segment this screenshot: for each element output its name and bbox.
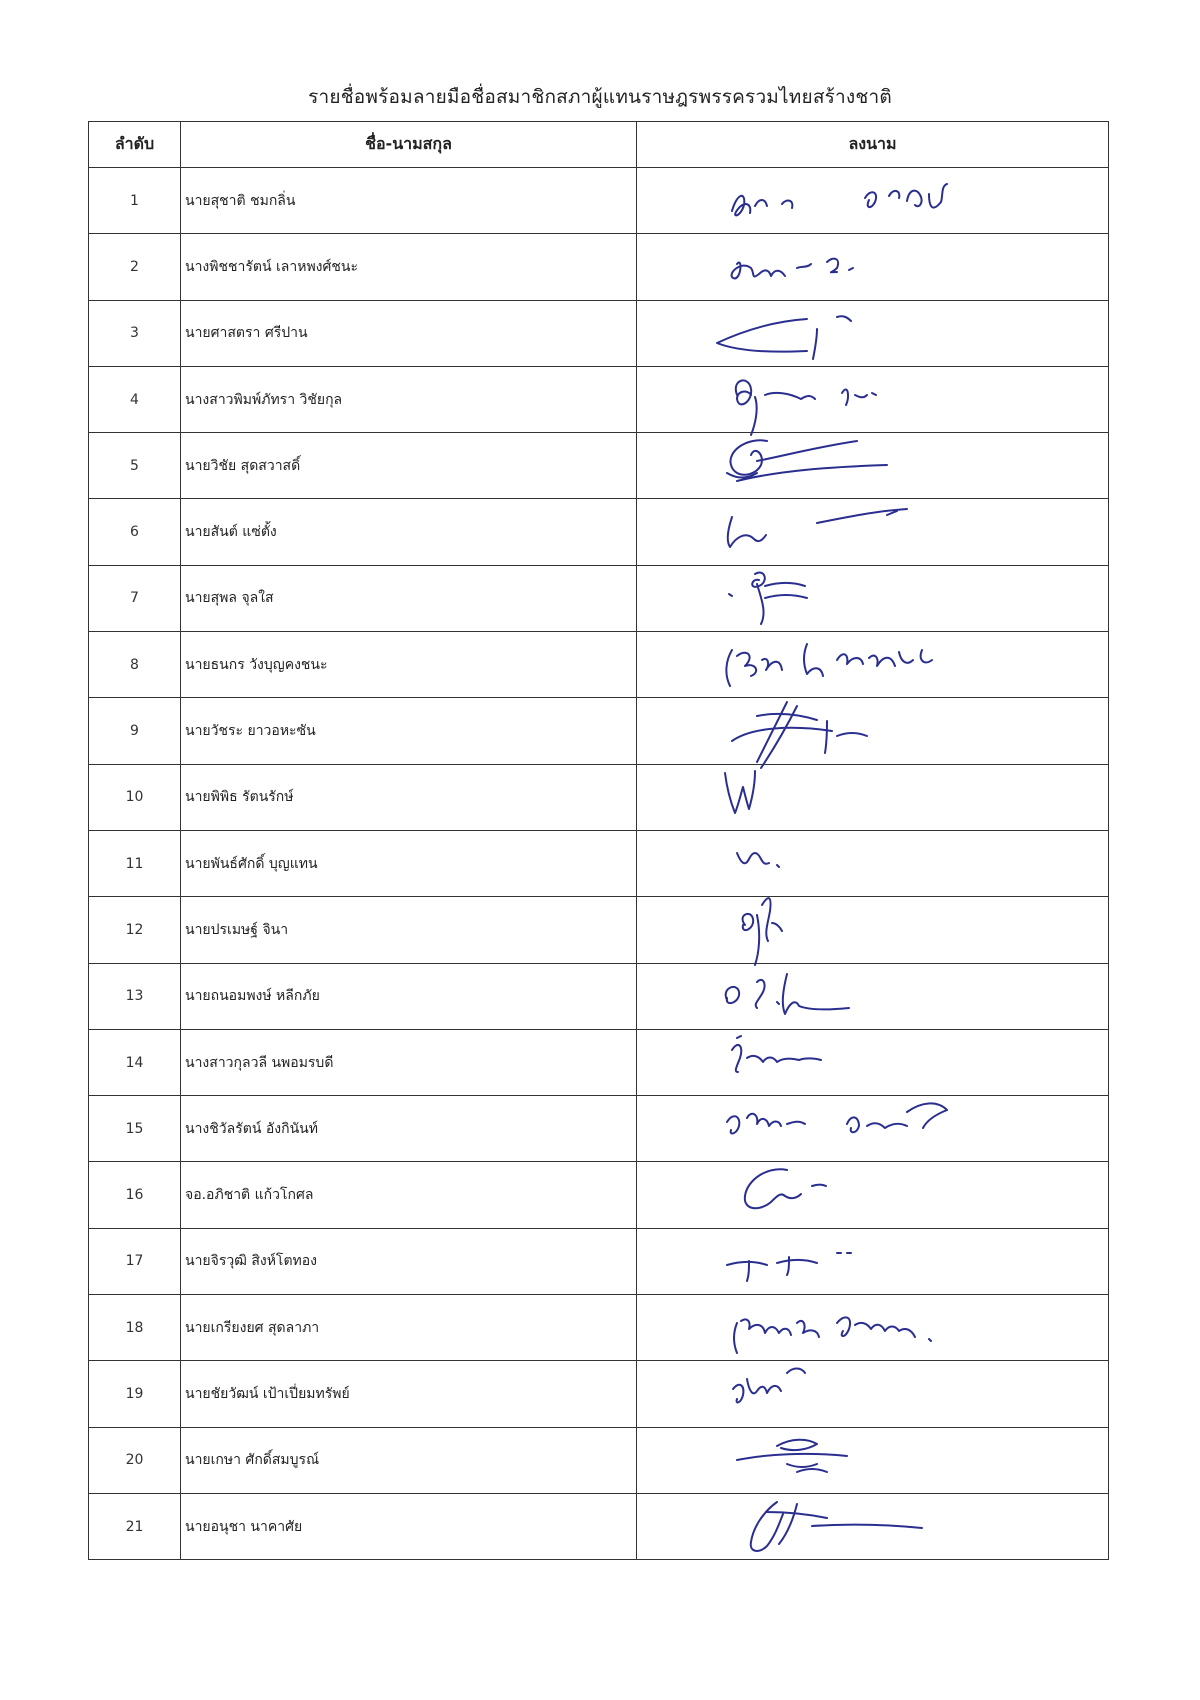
document-title: รายชื่อพร้อมลายมือชื่อสมาชิกสภาผู้แทนราษฎรพรรครวมไทยสร้างชาติ: [308, 86, 892, 108]
row-order: 2: [89, 234, 181, 300]
row-order: 3: [89, 300, 181, 366]
row-order: 12: [89, 897, 181, 963]
row-name: นายวิชัย สุดสวาสดิ์: [181, 433, 637, 499]
row-order: 18: [89, 1295, 181, 1361]
row-name: นายสุชาติ ชมกลิ่น: [181, 168, 637, 234]
row-order: 9: [89, 698, 181, 764]
row-name: นายชัยวัฒน์ เป้าเปี่ยมทรัพย์: [181, 1361, 637, 1427]
row-order: 15: [89, 1096, 181, 1162]
row-name: นางสาวพิมพ์ภัทรา วิชัยกุล: [181, 366, 637, 432]
row-order: 16: [89, 1162, 181, 1228]
row-order: 10: [89, 764, 181, 830]
row-order: 1: [89, 168, 181, 234]
table-row: [89, 1493, 1109, 1559]
row-order: 21: [89, 1493, 181, 1559]
row-order: 8: [89, 632, 181, 698]
row-order: 6: [89, 499, 181, 565]
row-name: นายพิพิธ รัตนรักษ์: [181, 764, 637, 830]
row-name: นายธนกร วังบุญคงชนะ: [181, 632, 637, 698]
row-order: 5: [89, 433, 181, 499]
row-order: 17: [89, 1228, 181, 1294]
row-name: นายพันธ์ศักดิ์ บุญแทน: [181, 830, 637, 896]
row-name: นายเกษา ศักดิ์สมบูรณ์: [181, 1427, 637, 1493]
row-name: นายเกรียงยศ สุดลาภา: [181, 1295, 637, 1361]
row-signature: [637, 1493, 1109, 1559]
row-order: 14: [89, 1029, 181, 1095]
signature-table: [88, 121, 1109, 1560]
row-name: นายจิรวุฒิ สิงห์โตทอง: [181, 1228, 637, 1294]
row-name: จอ.อภิชาติ แก้วโกศล: [181, 1162, 637, 1228]
header-signature: ลงนาม: [637, 122, 1109, 168]
header-order: ลำดับ: [89, 122, 181, 168]
header-name: ชื่อ-นามสกุล: [181, 122, 637, 168]
row-name: นายสุพล จุลใส: [181, 565, 637, 631]
row-name: นายศาสตรา ศรีปาน: [181, 300, 637, 366]
row-name: นายวัชระ ยาวอหะซัน: [181, 698, 637, 764]
row-order: 7: [89, 565, 181, 631]
row-order: 20: [89, 1427, 181, 1493]
row-name: นางสาวกุลวลี นพอมรบดี: [181, 1029, 637, 1095]
handwritten-signature: [637, 1482, 1109, 1572]
row-name: นายถนอมพงษ์ หลีกภัย: [181, 963, 637, 1029]
row-order: 19: [89, 1361, 181, 1427]
row-order: 4: [89, 366, 181, 432]
row-name: นางชิวัลรัตน์ อังกินันท์: [181, 1096, 637, 1162]
row-order: 11: [89, 830, 181, 896]
table-body: [89, 168, 1109, 1560]
row-name: นายอนุชา นาคาศัย: [181, 1493, 637, 1559]
row-name: นายปรเมษฐ์ จินา: [181, 897, 637, 963]
row-name: นายสันต์ แซ่ตั้ง: [181, 499, 637, 565]
row-order: 13: [89, 963, 181, 1029]
row-name: นางพิชชารัตน์ เลาหพงศ์ชนะ: [181, 234, 637, 300]
